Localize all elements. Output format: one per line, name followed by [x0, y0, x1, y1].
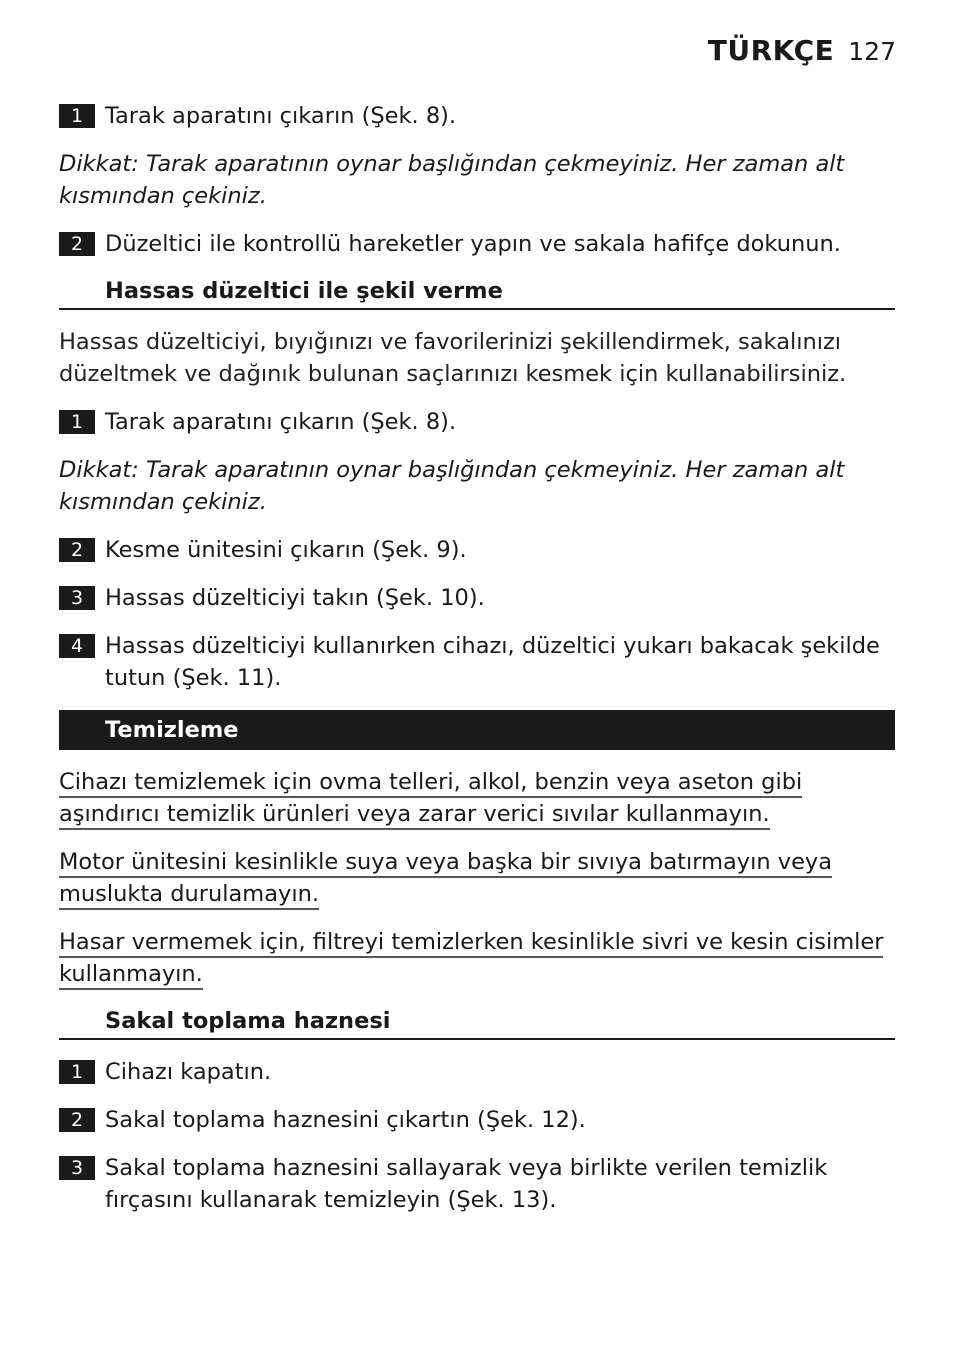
step-text: Düzeltici ile kontrollü hareketler yapın ve sakala hafifçe dokunun. [105, 231, 841, 257]
step-number-badge: 3 [59, 1156, 95, 1180]
step-text: Tarak aparatını çıkarın (Şek. 8). [105, 409, 457, 435]
step-number-badge: 2 [59, 1108, 95, 1132]
step-number-badge: 4 [59, 634, 95, 658]
warning-text: Hasar vermemek için, filtreyi temizlerken kesinlikle sivri ve kesin cisimler kullanmayın. [59, 929, 883, 990]
step-number-badge: 3 [59, 586, 95, 610]
warning-paragraph [59, 846, 895, 910]
caution-note: Dikkat: Tarak aparatının oynar başlığından çekmeyiniz. Her zaman alt kısmından çekiniz. [59, 151, 845, 209]
step-item [59, 582, 895, 614]
step-item [59, 228, 895, 260]
step-number-badge: 2 [59, 232, 95, 256]
warning-paragraph [59, 926, 895, 990]
step-item [59, 406, 895, 438]
step-item [59, 1056, 895, 1088]
step-item [59, 1152, 895, 1216]
step-text: Hassas düzelticiyi takın (Şek. 10). [105, 585, 485, 611]
subsection-heading-precision: Hassas düzeltici ile şekil verme [59, 276, 895, 310]
step-number-badge: 2 [59, 538, 95, 562]
step-item [59, 630, 895, 694]
warning-paragraph [59, 766, 895, 830]
page-content [59, 100, 895, 1216]
step-text: Cihazı kapatın. [105, 1059, 272, 1085]
language-label: TÜRKÇE [707, 34, 835, 67]
intro-paragraph: Hassas düzelticiyi, bıyığınızı ve favorilerinizi şekillendirmek, sakalınızı düzeltmek ve dağınık bulunan saçlarınızı kesmek için kullanabilirsiniz. [59, 329, 847, 387]
page-number: 127 [848, 37, 896, 66]
step-number-badge: 1 [59, 104, 95, 128]
step-text: Sakal toplama haznesini çıkartın (Şek. 12). [105, 1107, 586, 1133]
step-item [59, 534, 895, 566]
warning-text: Cihazı temizlemek için ovma telleri, alkol, benzin veya aseton gibi aşındırıcı temizlik ürünleri veya zarar verici sıvılar kullanmayın. [59, 769, 802, 830]
step-text: Sakal toplama haznesini sallayarak veya birlikte verilen temizlik fırçasını kullanarak temizleyin (Şek. 13). [105, 1155, 828, 1213]
step-item [59, 1104, 895, 1136]
step-number-badge: 1 [59, 410, 95, 434]
warning-text: Motor ünitesini kesinlikle suya veya başka bir sıvıya batırmayın veya muslukta durulamayın. [59, 849, 832, 910]
step-item [59, 100, 895, 132]
caution-note: Dikkat: Tarak aparatının oynar başlığından çekmeyiniz. Her zaman alt kısmından çekiniz. [59, 457, 845, 515]
step-text: Kesme ünitesini çıkarın (Şek. 9). [105, 537, 467, 563]
step-number-badge: 1 [59, 1060, 95, 1084]
subsection-heading-chamber: Sakal toplama haznesi [59, 1006, 895, 1040]
step-text: Hassas düzelticiyi kullanırken cihazı, düzeltici yukarı bakacak şekilde tutun (Şek. 11). [105, 633, 880, 691]
step-text: Tarak aparatını çıkarın (Şek. 8). [105, 103, 457, 129]
page-header [708, 34, 896, 67]
section-heading-cleaning: Temizleme [59, 710, 895, 750]
